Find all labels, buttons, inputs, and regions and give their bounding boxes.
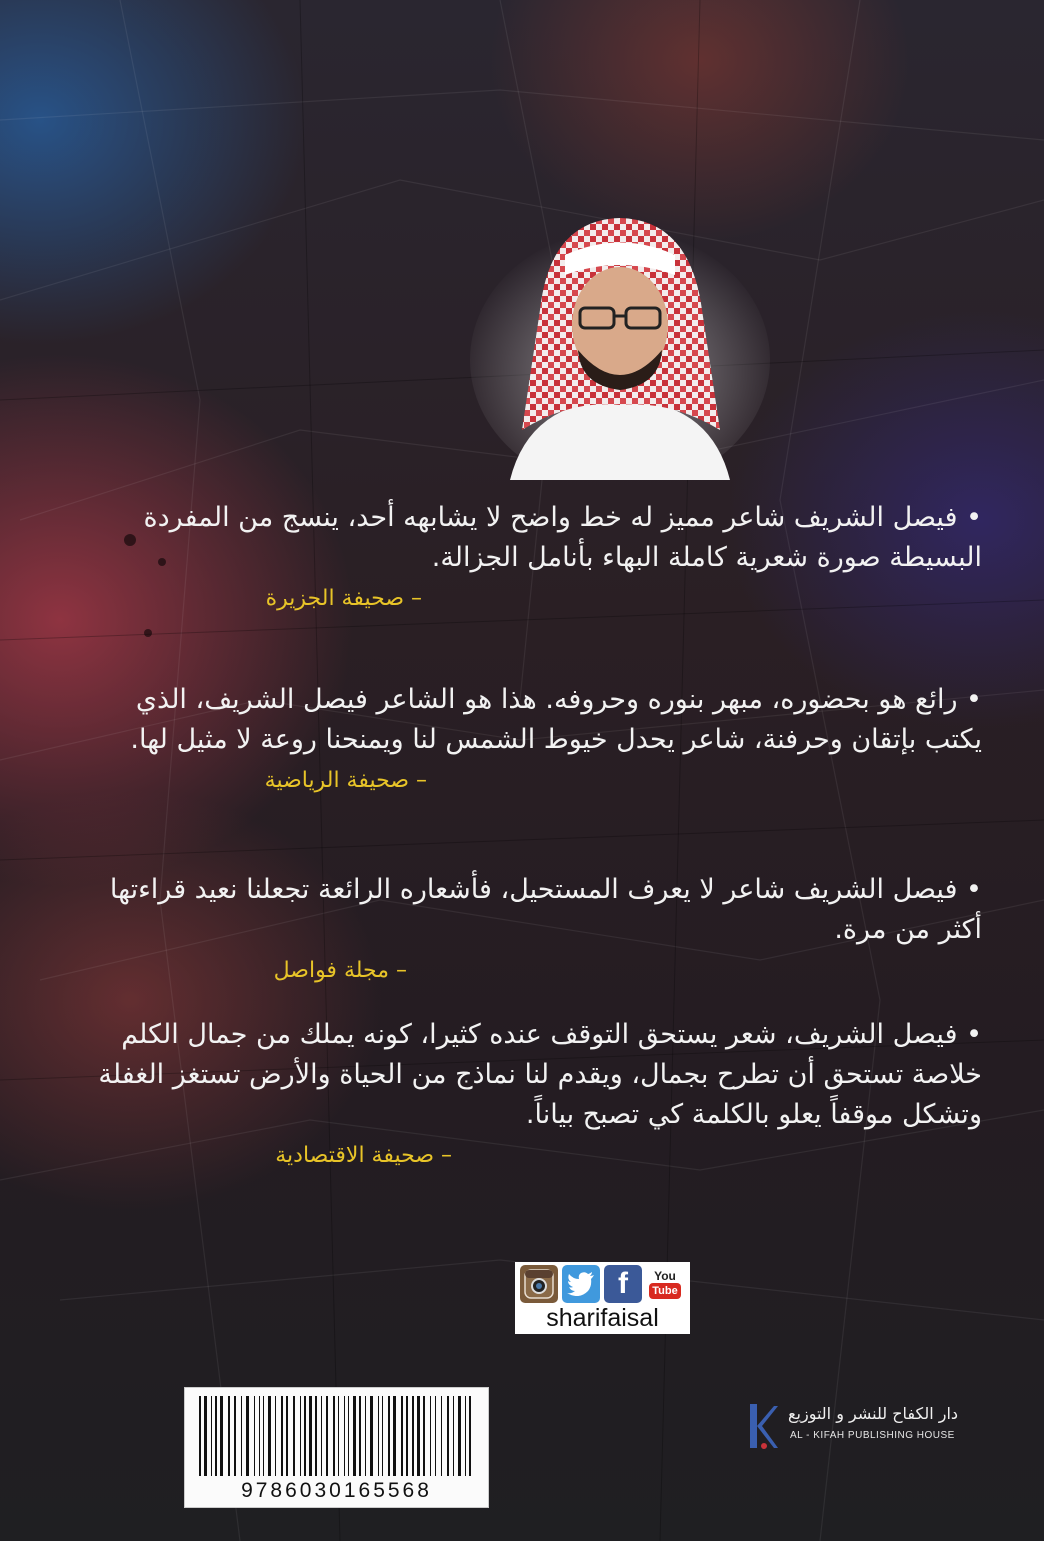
instagram-icon xyxy=(520,1265,558,1303)
barcode-bar xyxy=(412,1396,414,1476)
barcode-bar xyxy=(275,1396,276,1476)
barcode-bar xyxy=(215,1396,217,1476)
barcode-bar xyxy=(293,1396,295,1476)
barcode-bar xyxy=(453,1396,454,1476)
barcode-bar xyxy=(423,1396,425,1476)
barcode-bar xyxy=(370,1396,373,1476)
barcode-bar xyxy=(401,1396,403,1476)
barcode-bar xyxy=(259,1396,260,1476)
barcode-bar xyxy=(304,1396,306,1476)
barcode-bar xyxy=(365,1396,366,1476)
quote-text: • فيصل الشريف، شعر يستحق التوقف عنده كثيرا، كونه يملك من جمال الكلم خلاصة تستحق أن تطرح بجمال، ويقدم لنا نماذج من الحياة والأرض تستغز الغفلة وتشكل موقفاً يعلو بالكلمة كي تصبح بياناً. xyxy=(98,1019,982,1130)
quote-1 xyxy=(82,498,982,611)
quote-source: – صحيفة الاقتصادية xyxy=(275,1143,452,1168)
youtube-tube-text: Tube xyxy=(649,1283,680,1299)
barcode-bar xyxy=(406,1396,408,1476)
barcode-bar xyxy=(199,1396,201,1476)
barcode-bar xyxy=(333,1396,335,1476)
quote-4 xyxy=(82,1015,982,1168)
barcode-bar xyxy=(393,1396,396,1476)
barcode-bar xyxy=(211,1396,212,1476)
barcode-bar xyxy=(234,1396,236,1476)
barcode-bar xyxy=(469,1396,471,1476)
barcode-bar xyxy=(417,1396,420,1476)
barcode-bar xyxy=(465,1396,466,1476)
youtube-icon xyxy=(646,1265,684,1303)
quote-3 xyxy=(82,870,982,983)
twitter-icon xyxy=(562,1265,600,1303)
barcode-bar xyxy=(309,1396,312,1476)
social-media-badge xyxy=(515,1262,690,1334)
barcode-bar xyxy=(326,1396,328,1476)
barcode-bar xyxy=(435,1396,436,1476)
quote-2 xyxy=(82,680,982,793)
barcode-bar xyxy=(458,1396,461,1476)
publisher-name-arabic: دار الكفاح للنشر و التوزيع xyxy=(788,1404,959,1423)
barcode-bar xyxy=(430,1396,431,1476)
barcode-bar xyxy=(254,1396,255,1476)
barcode-bar xyxy=(268,1396,271,1476)
barcode-bar xyxy=(321,1396,322,1476)
barcode-bar xyxy=(315,1396,317,1476)
quote-text: • رائع هو بحضوره، مبهر بنوره وحروفه. هذا هو الشاعر فيصل الشريف، الذي يكتب بإتقان وحرفنة، شاعر يحدل خيوط الشمس لنا ويمنحنا روعة لا مثيل لها. xyxy=(130,684,982,755)
barcode-bar xyxy=(263,1396,264,1476)
youtube-you-text: You xyxy=(654,1269,676,1283)
quote-text: • فيصل الشريف شاعر مميز له خط واضح لا يشابهه أحد، ينسج من المفردة البسيطة صورة شعرية كاملة البهاء بأنامل الجزالة. xyxy=(143,502,982,573)
social-handle: sharifaisal xyxy=(546,1304,659,1332)
barcode-bar xyxy=(378,1396,379,1476)
barcode-bar xyxy=(286,1396,288,1476)
quote-source: – مجلة فواصل xyxy=(273,958,407,983)
barcode-bar xyxy=(441,1396,442,1476)
publisher-logo xyxy=(748,1400,978,1460)
quote-source: – صحيفة الجزيرة xyxy=(265,586,422,611)
publisher-name-english: AL - KIFAH PUBLISHING HOUSE xyxy=(790,1430,955,1441)
barcode-bar xyxy=(348,1396,349,1476)
isbn-barcode xyxy=(184,1387,489,1508)
barcode-bar xyxy=(344,1396,345,1476)
author-portrait xyxy=(470,200,770,480)
barcode-bar xyxy=(338,1396,339,1476)
kifah-logo-icon xyxy=(748,1402,780,1452)
barcode-bar xyxy=(220,1396,223,1476)
barcode-bar xyxy=(359,1396,361,1476)
barcode-bars xyxy=(199,1396,474,1476)
barcode-bar xyxy=(246,1396,249,1476)
barcode-bar xyxy=(228,1396,230,1476)
barcode-bar xyxy=(281,1396,283,1476)
quote-text: • فيصل الشريف شاعر لا يعرف المستحيل، فأشعاره الرائعة تجعلنا نعيد قراءتها أكثر من مرة. xyxy=(109,874,982,945)
facebook-icon: f xyxy=(604,1265,642,1303)
isbn-number: 9786030165568 xyxy=(241,1479,432,1502)
barcode-bar xyxy=(353,1396,356,1476)
barcode-bar xyxy=(300,1396,301,1476)
barcode-bar xyxy=(447,1396,449,1476)
barcode-bar xyxy=(388,1396,390,1476)
barcode-bar xyxy=(382,1396,383,1476)
barcode-bar xyxy=(241,1396,242,1476)
barcode-bar xyxy=(204,1396,207,1476)
quote-source: – صحيفة الرياضية xyxy=(264,768,427,793)
